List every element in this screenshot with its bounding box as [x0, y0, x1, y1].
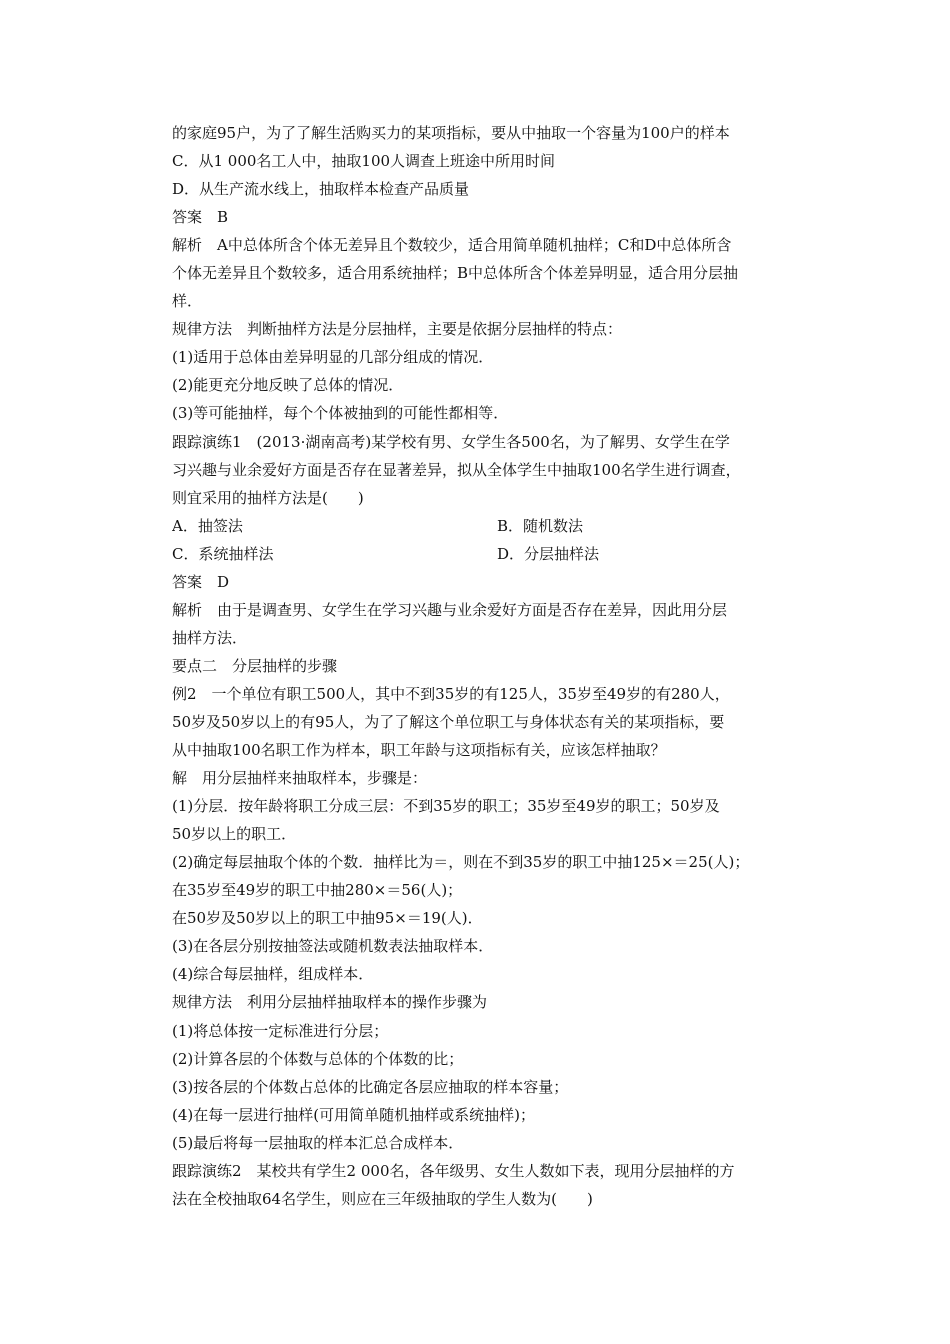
- answer-1: 答案 B: [172, 208, 229, 227]
- exercise-2-question: 跟踪演练2 某校共有学生2 000名，各年级男、女生人数如下表，现用分层抽样的方: [172, 1161, 735, 1180]
- method-point: (2)计算各层的个体数与总体的个体数的比；: [172, 1049, 464, 1068]
- option-c: C．系统抽样法: [172, 544, 274, 563]
- method-point: (3)等可能抽样，每个个体被抽到的可能性都相等．: [172, 404, 509, 423]
- text-line: 则宜采用的抽样方法是( ): [172, 488, 364, 507]
- options-row: [172, 540, 822, 568]
- options-row: [172, 512, 822, 540]
- method-point: (1)适用于总体由差异明显的几部分组成的情况．: [172, 348, 494, 367]
- analysis-2: 解析 由于是调查男、女学生在学习兴趣与业余爱好方面是否存在差异，因此用分层: [172, 600, 728, 619]
- solution-step: (3)在各层分别按抽签法或随机数表法抽取样本．: [172, 937, 494, 956]
- method-heading-1: 规律方法 判断抽样方法是分层抽样，主要是依据分层抽样的特点：: [172, 320, 623, 339]
- method-point: (1)将总体按一定标准进行分层；: [172, 1021, 389, 1040]
- solution-step: (2)确定每层抽取个体的个数．抽样比为＝，则在不到35岁的职工中抽125×＝25(人)；: [172, 853, 750, 872]
- text-line: 抽样方法．: [172, 628, 248, 647]
- text-line: 法在全校抽取64名学生，则应在三年级抽取的学生人数为( ): [172, 1189, 593, 1208]
- example-2-question: 例2 一个单位有职工500人，其中不到35岁的有125人，35岁至49岁的有280人，: [172, 684, 730, 703]
- text-line: 在35岁至49岁的职工中抽280×＝56(人)；: [172, 881, 463, 900]
- option-a: A．抽签法: [172, 516, 243, 535]
- exercise-1-question: 跟踪演练1 (2013·湖南高考)某学校有男、女学生各500名，为了解男、女学生在学: [172, 432, 730, 451]
- section-heading: 要点二 分层抽样的步骤: [172, 656, 338, 675]
- text-line: 的家庭95户，为了了解生活购买力的某项指标，要从中抽取一个容量为100户的样本: [172, 124, 730, 142]
- solution-step: (4)综合每层抽样，组成样本．: [172, 965, 374, 984]
- answer-2: 答案 D: [172, 572, 230, 591]
- method-point: (3)按各层的个体数占总体的比确定各层应抽取的样本容量；: [172, 1077, 569, 1096]
- method-point: (2)能更充分地反映了总体的情况．: [172, 376, 404, 395]
- text-line: 样．: [172, 292, 203, 311]
- option-c-text: C．从1 000名工人中，抽取100人调查上班途中所用时间: [172, 152, 556, 171]
- option-d: D．分层抽样法: [497, 544, 600, 563]
- solution-heading: 解 用分层抽样来抽取样本，步骤是：: [172, 769, 428, 788]
- text-line: 50岁以上的职工．: [172, 825, 297, 844]
- method-point: (4)在每一层进行抽样(可用简单随机抽样或系统抽样)；: [172, 1105, 535, 1124]
- option-d-text: D．从生产流水线上，抽取样本检查产品质量: [172, 180, 470, 199]
- method-heading-2: 规律方法 利用分层抽样抽取样本的操作步骤为: [172, 993, 488, 1012]
- document-page: [172, 119, 822, 1213]
- text-line: 从中抽取100名职工作为样本，职工年龄与这项指标有关，应该怎样抽取？: [172, 741, 666, 760]
- text-line: 习兴趣与业余爱好方面是否存在显著差异，拟从全体学生中抽取100名学生进行调查，: [172, 460, 741, 479]
- text-line: 在50岁及50岁以上的职工中抽95×＝19(人)．: [172, 909, 483, 928]
- text-line: 个体无差异且个数较多，适合用系统抽样；B中总体所含个体差异明显，适合用分层抽: [172, 264, 739, 283]
- method-point: (5)最后将每一层抽取的样本汇总合成样本．: [172, 1133, 464, 1152]
- text-line: 50岁及50岁以上的有95人，为了了解这个单位职工与身体状态有关的某项指标，要: [172, 712, 725, 731]
- analysis-1: 解析 A中总体所含个体无差异且个数较少，适合用简单随机抽样；C和D中总体所含: [172, 236, 732, 255]
- option-b: B．随机数法: [497, 516, 584, 535]
- solution-step: (1)分层．按年龄将职工分成三层：不到35岁的职工；35岁至49岁的职工；50岁及: [172, 797, 720, 816]
